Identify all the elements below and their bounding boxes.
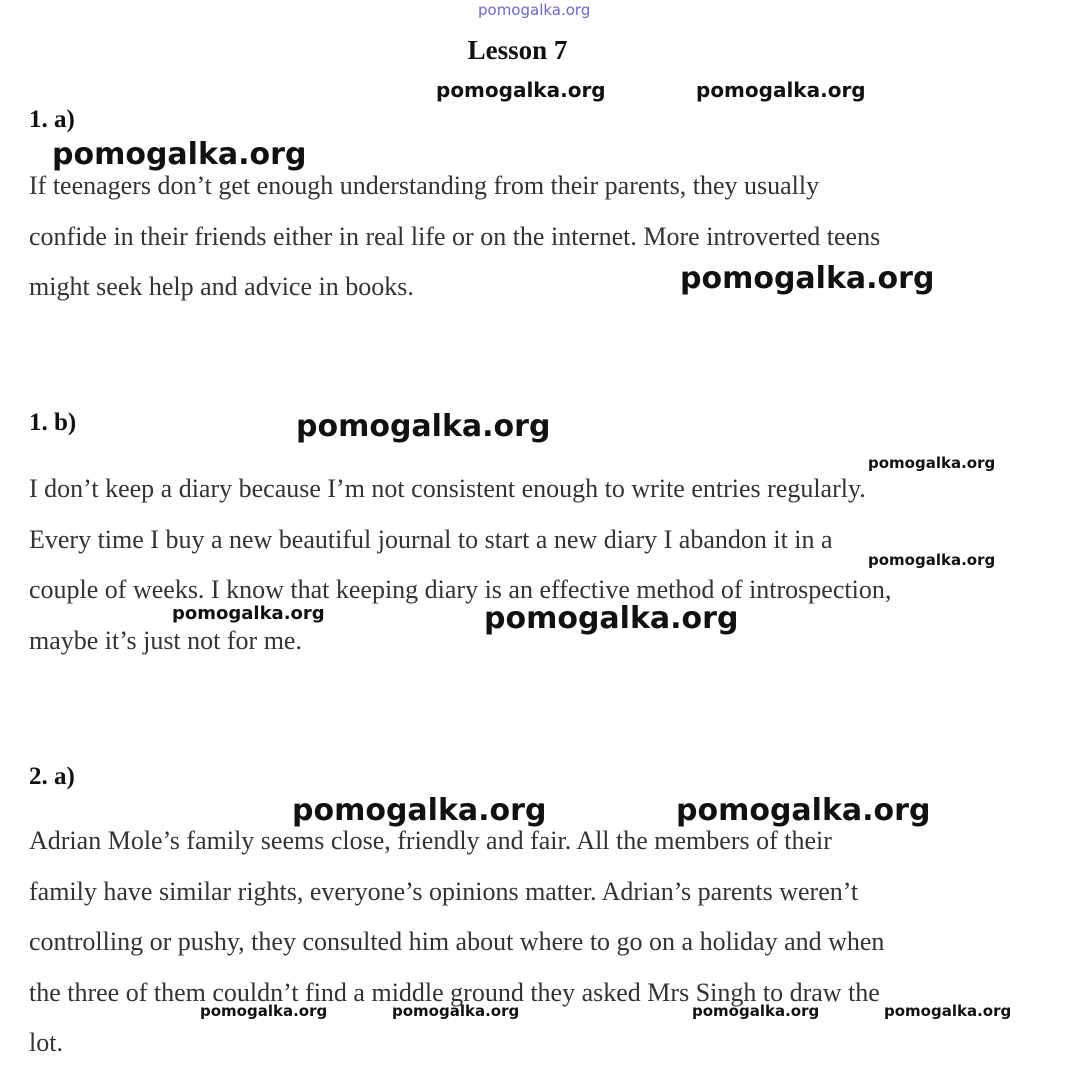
watermark-bottom-1: pomogalka.org [200,1002,328,1020]
section-heading-2a: 2. a) [29,763,75,790]
watermark-section-1a-top: pomogalka.org [52,137,307,172]
watermark-header-right: pomogalka.org [696,78,866,102]
watermark-section-1a-right: pomogalka.org [680,261,935,296]
watermark-section-2a-right: pomogalka.org [676,793,931,828]
watermark-top: pomogalka.org [478,1,591,19]
watermark-header-left: pomogalka.org [436,78,606,102]
watermark-section-1b-large: pomogalka.org [484,601,739,636]
watermark-section-1b-small-lower: pomogalka.org [868,551,996,569]
paragraph-line: might seek help and advice in books. [29,272,414,302]
watermark-section-1b-small-left: pomogalka.org [172,603,325,624]
paragraph-line: couple of weeks. I know that keeping diary is an effective method of introspection, [29,575,892,605]
section-heading-1b: 1. b) [29,409,77,436]
paragraph-line: Adrian Mole’s family seems close, friendly and fair. All the members of their [29,826,832,855]
paragraph-line: lot. [29,1028,63,1058]
section-2a-paragraph [29,816,884,1069]
paragraph-line: Every time I buy a new beautiful journal to start a new diary I abandon it in a [29,524,833,554]
watermark-section-1b-small-upper: pomogalka.org [868,454,996,472]
paragraph-line: family have similar rights, everyone’s opinions matter. Adrian’s parents weren’t [29,876,859,906]
paragraph-line: the three of them couldn’t find a middle ground they asked Mrs Singh to draw the [29,977,880,1007]
section-heading-1a: 1. a) [29,106,75,133]
paragraph-line: maybe it’s just not for me. [29,625,302,655]
paragraph-line: If teenagers don’t get enough understanding from their parents, they usually [29,171,820,200]
section-1b-paragraph [29,464,891,666]
watermark-bottom-3: pomogalka.org [692,1002,820,1020]
watermark-section-1b-mid: pomogalka.org [296,409,551,444]
watermark-section-2a-left: pomogalka.org [292,793,547,828]
paragraph-line: confide in their friends either in real life or on the internet. More introverted teens [29,221,881,251]
watermark-bottom-4: pomogalka.org [884,1002,1012,1020]
watermark-bottom-2: pomogalka.org [392,1002,520,1020]
paragraph-line: I don’t keep a diary because I’m not consistent enough to write entries regularly. [29,474,866,503]
paragraph-line: controlling or pushy, they consulted him about where to go on a holiday and when [29,927,885,957]
page-title: Lesson 7 [467,35,568,65]
